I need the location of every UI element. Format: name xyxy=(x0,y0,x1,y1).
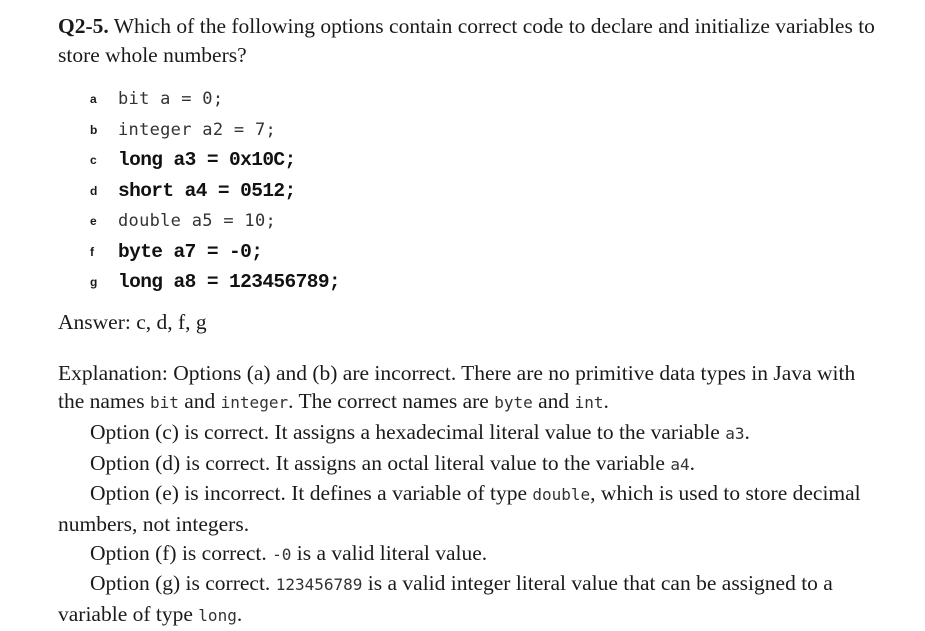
option-letter: e xyxy=(90,214,97,229)
explanation xyxy=(58,359,878,631)
option-f xyxy=(90,237,878,268)
inline-code: integer xyxy=(220,393,289,413)
question-body: Which of the following options contain correct code to declare and initialize variables to store whole numbers? xyxy=(58,14,875,67)
option-code: integer a2 = 7; xyxy=(118,119,277,140)
option-a xyxy=(90,84,878,115)
inline-code: bit xyxy=(149,393,179,413)
answer-line: Answer: c, d, f, g xyxy=(58,309,207,334)
question-number: Q2-5. xyxy=(58,14,109,38)
option-code: short a4 = 0512; xyxy=(118,179,296,202)
option-code: long a3 = 0x10C; xyxy=(118,149,296,172)
option-d xyxy=(90,176,878,207)
explanation-text: Option (g) is correct. xyxy=(90,571,276,596)
document-page xyxy=(58,12,878,631)
explanation-text: . xyxy=(236,602,243,627)
explanation-text: is a valid literal value. xyxy=(291,540,488,565)
inline-code: 123456789 xyxy=(275,575,363,595)
inline-code: long xyxy=(198,606,237,626)
option-letter: b xyxy=(90,122,98,137)
option-letter: d xyxy=(90,183,98,198)
option-letter: g xyxy=(90,275,98,290)
explanation-paragraph-1 xyxy=(58,359,878,418)
explanation-text: Option (f) is correct. xyxy=(90,540,273,565)
explanation-text: . xyxy=(689,450,695,475)
option-letter: f xyxy=(90,244,94,259)
explanation-text: is a valid integer literal value that can be assigned to a variable of type xyxy=(58,571,833,627)
explanation-text: Option (d) is correct. It assigns an octal literal value to the variable xyxy=(90,450,671,475)
inline-code: byte xyxy=(494,393,533,413)
inline-code: a3 xyxy=(725,423,745,443)
explanation-paragraph-2 xyxy=(58,418,878,449)
explanation-text: Option (c) is correct. It assigns a hexadecimal literal value to the variable xyxy=(90,419,726,444)
explanation-text: . The correct names are xyxy=(288,389,495,414)
option-code: long a8 = 123456789; xyxy=(118,271,341,294)
inline-code: -0 xyxy=(272,544,292,564)
option-b xyxy=(90,115,878,146)
options-list xyxy=(90,84,878,298)
explanation-paragraph-3 xyxy=(58,449,878,480)
option-c xyxy=(90,145,878,176)
explanation-paragraph-5 xyxy=(58,539,878,570)
option-g xyxy=(90,267,878,298)
explanation-text: Explanation: Options (a) and (b) are incorrect. There are no primitive data types in Java with the names xyxy=(58,360,856,414)
option-code: double a5 = 10; xyxy=(118,211,277,232)
explanation-paragraph-4 xyxy=(58,479,878,538)
inline-code: a4 xyxy=(670,454,690,474)
explanation-text: . xyxy=(603,389,609,414)
explanation-text: , which is used to store decimal numbers, not integers. xyxy=(58,481,861,537)
question-text xyxy=(58,12,878,70)
explanation-text: Option (e) is incorrect. It defines a variable of type xyxy=(90,481,533,506)
explanation-text: and xyxy=(532,389,575,414)
option-code: byte a7 = -0; xyxy=(118,240,263,263)
option-code: bit a = 0; xyxy=(118,89,224,110)
option-e xyxy=(90,206,878,237)
explanation-text: . xyxy=(744,419,750,444)
option-letter: a xyxy=(90,92,97,107)
option-letter: c xyxy=(90,153,97,168)
explanation-text: and xyxy=(178,389,221,414)
inline-code: int xyxy=(574,393,604,413)
inline-code: double xyxy=(532,485,591,505)
